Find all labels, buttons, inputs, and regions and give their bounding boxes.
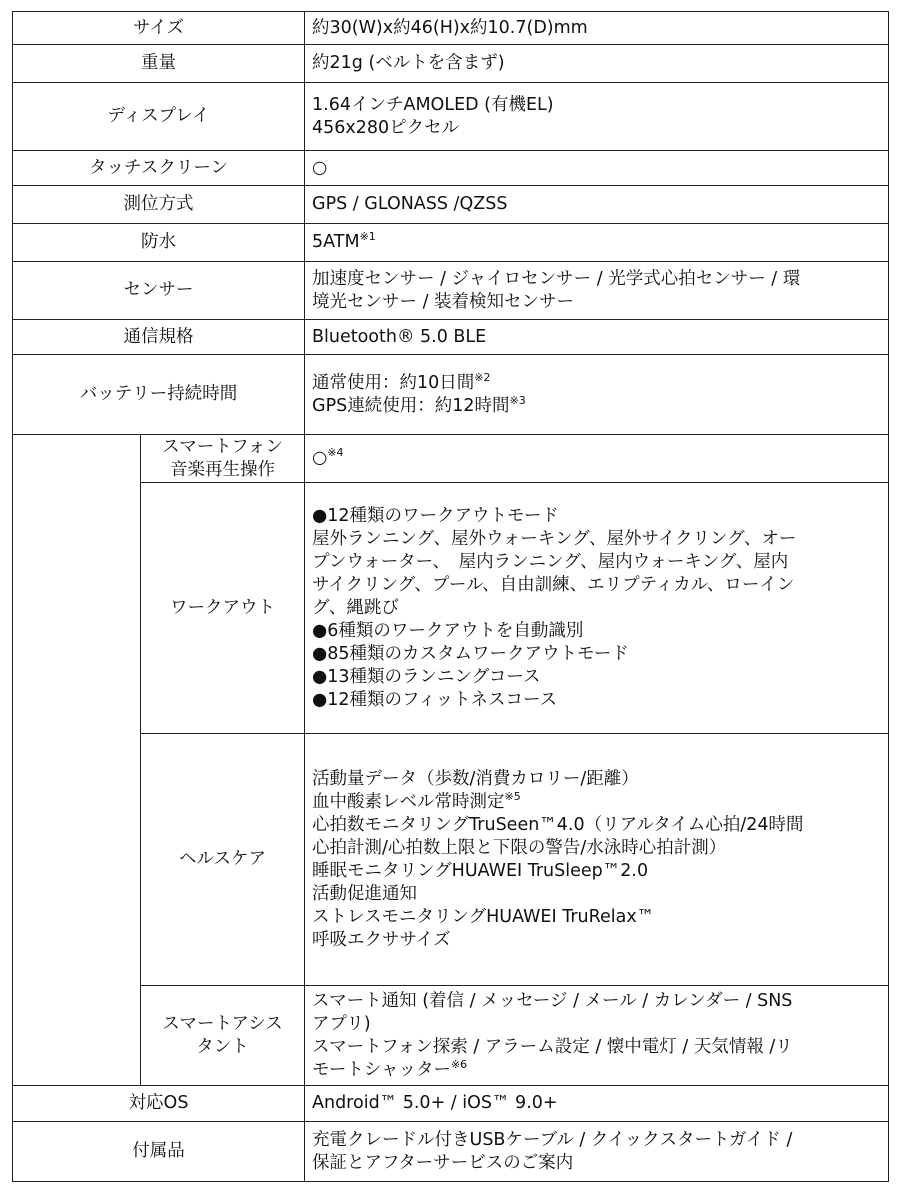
list-item: ●12種類のワークアウトモード [312,505,559,526]
spec-table [12,11,889,1182]
value-sensors [305,262,889,320]
value-touchscreen [305,151,889,186]
label-connectivity: 通信規格 [13,320,305,355]
row-display [13,83,889,151]
text-line [312,231,884,254]
row-accessories [13,1122,889,1182]
value-positioning [305,186,889,224]
label-smart-assistant [141,986,305,1086]
label-sensors: センサー [13,262,305,320]
row-smart-assistant [13,986,889,1086]
label-touchscreen: タッチスクリーン [13,151,305,186]
row-workout [13,483,889,734]
value-os [305,1086,889,1122]
value-smart-assistant [305,986,889,1086]
label-display: ディスプレイ [13,83,305,151]
footnote-mark: ※6 [450,1057,468,1071]
text-line: スマートアシス [162,1013,283,1034]
text-line: 456x280ピクセル [312,117,460,138]
text-line: 境光センサー / 装着検知センサー [312,291,575,312]
text-line: 屋外ランニング、屋外ウォーキング、屋外サイクリング、オー [312,528,797,549]
footnote-mark: ※2 [474,370,491,384]
label-workout [141,483,305,734]
text-line [312,447,884,470]
footnote-mark: ※1 [359,230,376,244]
text-line: ヘルスケア [179,849,266,869]
row-connectivity [13,320,889,355]
value-music-control [305,435,889,483]
row-waterproof [13,224,889,262]
text-line [312,372,884,395]
text-line: ○ [312,157,328,178]
row-weight [13,45,889,83]
list-item: ●13種類のランニングコース [312,666,541,687]
text-line: 約30(W)x約46(H)x約10.7(D)mm [312,17,588,38]
text-line: 呼吸エクササイズ [312,929,451,950]
text-line: GPS / GLONASS /QZSS [312,194,508,214]
text-line: アプリ) [312,1013,371,1034]
label-music-control [141,435,305,483]
text-line: ○ [312,448,328,468]
text-line [312,1059,884,1082]
value-connectivity [305,320,889,355]
label-waterproof: 防水 [13,224,305,262]
value-accessories [305,1122,889,1182]
label-accessories: 付属品 [13,1122,305,1182]
text-line: 心拍数モニタリングTruSeen™4.0（リアルタイム心拍/24時間 [312,814,804,835]
footnote-mark: ※4 [327,446,344,460]
label-size: サイズ [13,12,305,45]
text-line: 保証とアフターサービスのご案内 [312,1152,574,1173]
value-size [305,12,889,45]
text-line: ワークアウト [170,597,275,618]
label-weight: 重量 [13,45,305,83]
row-touchscreen [13,151,889,186]
text-line: スマート通知 (着信 / メッセージ / メール / カレンダー / SNS [312,990,793,1011]
text-line: Android™ 5.0+ / iOS™ 9.0+ [312,1093,558,1113]
value-waterproof [305,224,889,262]
text-line: グ、縄跳び [312,597,399,618]
text-line [312,395,884,418]
value-weight [305,45,889,83]
value-display [305,83,889,151]
label-os: 対応OS [13,1086,305,1122]
text-line: プンウォーター、 屋内ランニング、屋内ウォーキング、屋内 [312,551,789,572]
text-line: Bluetooth® 5.0 BLE [312,326,487,347]
text-line: スマートフォン [162,436,283,457]
text-line: 加速度センサー / ジャイロセンサー / 光学式心拍センサー / 環 [312,268,801,289]
row-os [13,1086,889,1122]
text-line: サイクリング、プール、自由訓練、エリプティカル、ローイン [312,574,795,595]
text-line: 5ATM [312,232,360,252]
text-line: 約21g (ベルトを含まず) [312,53,505,73]
row-positioning [13,186,889,224]
label-battery: バッテリー持続時間 [13,355,305,435]
text-line: ストレスモニタリングHUAWEI TruRelax™ [312,906,655,927]
row-battery [13,355,889,435]
value-healthcare [305,734,889,986]
list-item: ●12種類のフィットネスコース [312,689,558,710]
text-line: スマートフォン探索 / アラーム設定 / 懐中電灯 / 天気情報 /リ [312,1036,793,1057]
text-line [312,791,884,814]
label-healthcare [141,734,305,986]
text-line: モートシャッター [312,1059,451,1080]
text-line: 音楽再生操作 [170,459,275,480]
row-music-control [13,435,889,483]
text-line: 1.64インチAMOLED (有機EL) [312,94,554,115]
text-line: 活動促進通知 [312,883,418,904]
row-healthcare [13,734,889,986]
text-line: 心拍計測/心拍数上限と下限の警告/水泳時心拍計測） [312,837,727,858]
text-line: GPS連続使用：約12時間 [312,395,510,416]
row-sensors [13,262,889,320]
text-line: タント [196,1036,249,1057]
footnote-mark: ※3 [509,393,526,407]
text-line: 活動量データ（歩数/消費カロリー/距離） [312,768,639,789]
text-line: 充電クレードル付きUSBケーブル / クイックスタートガイド / [312,1129,793,1150]
value-workout [305,483,889,734]
footnote-mark: ※5 [504,789,521,803]
label-positioning: 測位方式 [13,186,305,224]
text-line: 通常使用：約10日間 [312,372,475,393]
feature-group-blank [13,435,141,1086]
list-item: ●85種類のカスタムワークアウトモード [312,643,629,664]
list-item: ●6種類のワークアウトを自動識別 [312,620,584,641]
text-line: 睡眠モニタリングHUAWEI TruSleep™2.0 [312,860,649,881]
row-size [13,12,889,45]
text-line: 血中酸素レベル常時測定 [312,791,505,812]
value-battery [305,355,889,435]
